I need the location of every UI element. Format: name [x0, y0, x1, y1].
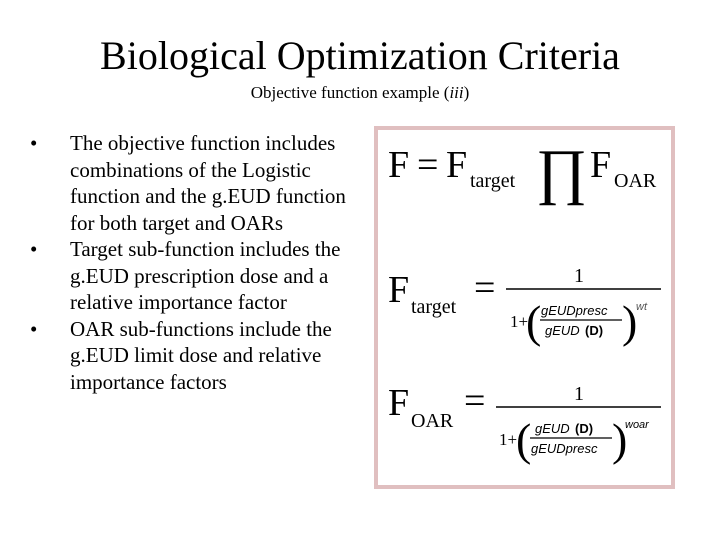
bullet-text: Target sub-function includes the g.EUD prescription dose and a relative importance factor: [70, 237, 341, 314]
eq3-right-paren: ): [612, 414, 628, 465]
equation-oar: [388, 380, 661, 465]
eq2-equals: =: [474, 267, 496, 309]
bullet-item: [28, 130, 363, 236]
bullet-item: [28, 316, 363, 396]
eq1-f-oar: F: [590, 144, 612, 186]
eq2-numerator: 1: [574, 265, 584, 287]
eq3-equals: =: [464, 380, 486, 422]
eq3-numerator: 1: [574, 383, 584, 405]
eq1-sub-oar: OAR: [614, 170, 657, 192]
bullet-text: OAR sub-functions include the g.EUD limit dose and relative importance factors: [70, 316, 332, 394]
formula-svg: [378, 130, 671, 485]
eq1-equals: =: [417, 144, 439, 186]
eq2-lhs: F: [388, 269, 410, 311]
eq2-one-plus: 1+: [510, 312, 529, 331]
slide-subtitle: [0, 82, 720, 104]
bullet-text: The objective function includes combinations of the Logistic function and the g.EUD function for both target and OARs: [70, 131, 346, 235]
eq3-frac-bottom: gEUDpresc: [531, 441, 598, 456]
eq2-frac-bottom-prefix: gEUD: [545, 323, 580, 338]
bullet-dot: •: [30, 316, 38, 341]
bullet-dot: •: [30, 131, 38, 155]
eq2-left-paren: (: [526, 296, 542, 347]
eq3-one-plus: 1+: [499, 430, 518, 449]
eq2-lhs-sub: target: [411, 296, 457, 318]
subtitle-suffix: ): [463, 83, 470, 102]
eq3-lhs: F: [388, 382, 410, 424]
eq3-frac-top-arg: (D): [575, 421, 594, 436]
eq2-right-paren: ): [622, 296, 638, 347]
eq2-frac-bottom-arg: (D): [585, 323, 604, 338]
eq1-sub-target: target: [470, 170, 516, 192]
bullet-item: [28, 236, 363, 316]
bullet-dot: •: [30, 237, 38, 261]
slide-title: Biological Optimization Criteria: [100, 33, 620, 78]
subtitle-prefix: Objective function example (: [250, 83, 450, 102]
subtitle-italic: iii: [449, 83, 464, 102]
eq3-frac-top-prefix: gEUD: [535, 421, 570, 436]
eq1-f-target: F: [446, 144, 468, 186]
eq1-lhs: F: [388, 144, 410, 186]
bullet-list: [28, 130, 363, 395]
eq3-exponent: woar: [625, 419, 649, 431]
eq2-frac-top: gEUDpresc: [541, 303, 608, 318]
eq3-left-paren: (: [516, 414, 532, 465]
formula-box: [374, 126, 675, 489]
eq2-exponent: wt: [636, 301, 647, 313]
product-symbol: ∏: [536, 138, 588, 206]
equation-target: [388, 265, 661, 347]
eq3-lhs-sub: OAR: [411, 410, 454, 432]
equation-overall: [388, 138, 657, 206]
